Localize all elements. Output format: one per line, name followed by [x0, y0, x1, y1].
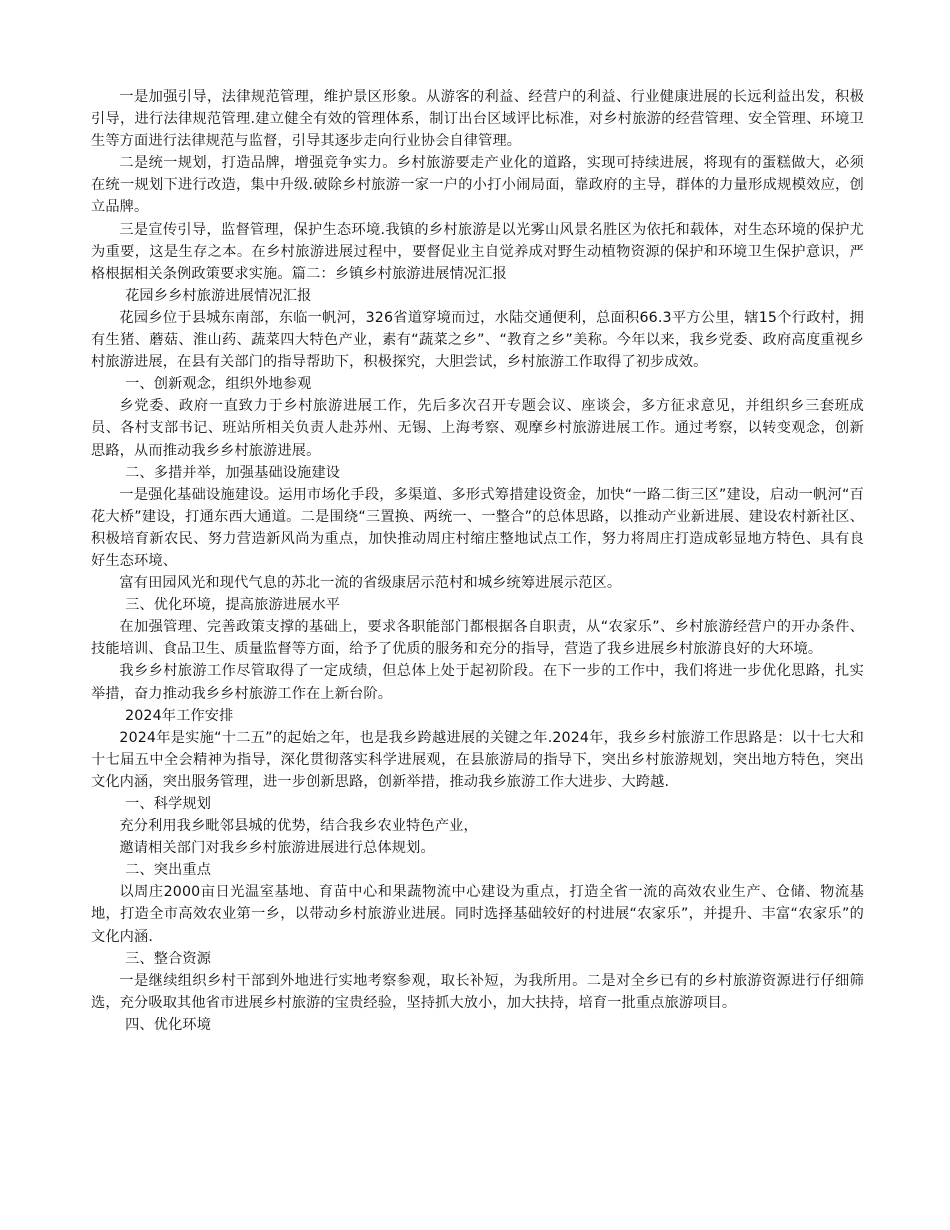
- plan-heading-2: 二、突出重点: [125, 862, 212, 879]
- document-body: [91, 86, 864, 1036]
- report-title: 花园乡乡村旅游进展情况汇报: [125, 287, 312, 304]
- section-heading-3: 三、优化环境，提高旅游进展水平: [125, 597, 341, 614]
- paragraph-advantage: 充分利用我乡毗邻县城的优势，结合我乡农业特色产业，: [119, 818, 478, 835]
- paragraph-work-plan: 2024年是实施“十二五”的起始之年，也是我乡跨越进展的关键之年.2024年，我乡乡村旅游工作思路是：以十七大和十七届五中全会精神为指导，深化贯彻落实科学进展观，在县旅游局的指导下，突出乡村旅游规划，突出地方特色，突出文化内涵，突出服务管理，进一步创新思路，创新举措，推动我乡旅游工作大进步、大跨越.: [91, 729, 864, 790]
- paragraph-key-projects: 以周庄2000亩日光温室基地、育苗中心和果蔬物流中心建设为重点，打造全省一流的高效农业生产、仓储、物流基地，打造全市高效农业第一乡，以带动乡村旅游业进展。同时选择基础较好的村进展“农家乐”，并提升、丰富“农家乐”的文化内涵.: [91, 884, 864, 945]
- plan-heading-1: 一、科学规划: [125, 796, 212, 812]
- work-plan-heading: 2024年工作安排: [125, 707, 234, 724]
- paragraph-ecology: 三是宣传引导，监督管理，保护生态环境.我镇的乡村旅游是以光雾山风景名胜区为依托和载体，对生态环境的保护尤为重要，这是生存之本。在乡村旅游进展过程中，要督促业主自觉养成对野生动植物资源的保护和环境卫生保护意识，严格根据相关条例政策要求实施。篇二：乡镇乡村旅游进展情况汇报: [91, 221, 864, 282]
- paragraph-overall-plan: 邀请相关部门对我乡乡村旅游进展进行总体规划。: [119, 840, 435, 857]
- paragraph-resources: 一是继续组织乡村干部到外地进行实地考察参观，取长补短，为我所用。二是对全乡已有的乡村旅游资源进行仔细筛选，充分吸取其他省市进展乡村旅游的宝贵经验，坚持抓大放小，加大扶持，培育一批重点旅游项目。: [91, 972, 864, 1011]
- paragraph-guidance: 一是加强引导，法律规范管理，维护景区形象。从游客的利益、经营户的利益、行业健康进展的长远利益出发，积极引导，进行法律规范管理.建立健全有效的管理体系，制订出台区域评比标准，对乡村旅游的经营管理、安全管理、环境卫生等方面进行法律规范与监督，引导其逐步走向行业协会自律管理。: [91, 89, 864, 150]
- section-heading-2: 二、多措并举，加强基础设施建设: [125, 464, 341, 481]
- paragraph-environment: 在加强管理、完善政策支撑的基础上，要求各职能部门都根据各自职责，从“农家乐”、乡村旅游经营户的开办条件、技能培训、食品卫生、质量监督等方面，给予了优质的服务和充分的指导，营造了我乡进展乡村旅游良好的大环境。: [91, 619, 864, 658]
- paragraph-summary: 我乡乡村旅游工作尽管取得了一定成绩，但总体上处于起初阶段。在下一步的工作中，我们将进一步优化思路，扎实举措，奋力推动我乡乡村旅游工作在上新台阶。: [91, 663, 864, 702]
- paragraph-overview: 花园乡位于县城东南部，东临一帆河，326省道穿境而过，水陆交通便利，总面积66.3平方公里，辖15个行政村，拥有生猪、蘑菇、淮山药、蔬菜四大特色产业，素有“蔬菜之乡”、“教育之乡”美称。今年以来，我乡党委、政府高度重视乡村旅游进展，在县有关部门的指导帮助下，积极探究，大胆尝试，乡村旅游工作取得了初步成效。: [91, 309, 864, 371]
- plan-heading-3: 三、整合资源: [125, 950, 212, 967]
- paragraph-demonstration-village: 富有田园风光和现代气息的苏北一流的省级康居示范村和城乡统筹进展示范区。: [119, 575, 622, 592]
- section-heading-1: 一、创新观念，组织外地参观: [125, 376, 312, 393]
- plan-heading-4: 四、优化环境: [125, 1016, 212, 1033]
- paragraph-infrastructure: 一是强化基础设施建设。运用市场化手段，多渠道、多形式筹措建设资金，加快“一路二街三区”建设，启动一帆河“百花大桥”建设，打通东西大通道。二是围绕“三置换、两统一、一整合”的总体思路，以推动产业新进展、建设农村新社区、积极培育新农民、努力营造新风尚为重点，加快推动周庄村缩庄整地试点工作，努力将周庄打造成彰显地方特色、具有良好生态环境、: [91, 486, 864, 569]
- paragraph-planning-brand: 二是统一规划，打造品牌，增强竞争实力。乡村旅游要走产业化的道路，实现可持续进展，将现有的蛋糕做大，必须在统一规划下进行改造，集中升级.破除乡村旅游一家一户的小打小闹局面，靠政府的主导，群体的力量形成规模效应，创立品牌。: [91, 155, 864, 216]
- paragraph-study-tour: 乡党委、政府一直致力于乡村旅游进展工作，先后多次召开专题会议、座谈会，多方征求意见，并组织乡三套班成员、各村支部书记、班站所相关负责人赴苏州、无锡、上海考察、观摩乡村旅游进展工作。通过考察，以转变观念，创新思路，从而推动我乡乡村旅游进展。: [91, 398, 864, 459]
